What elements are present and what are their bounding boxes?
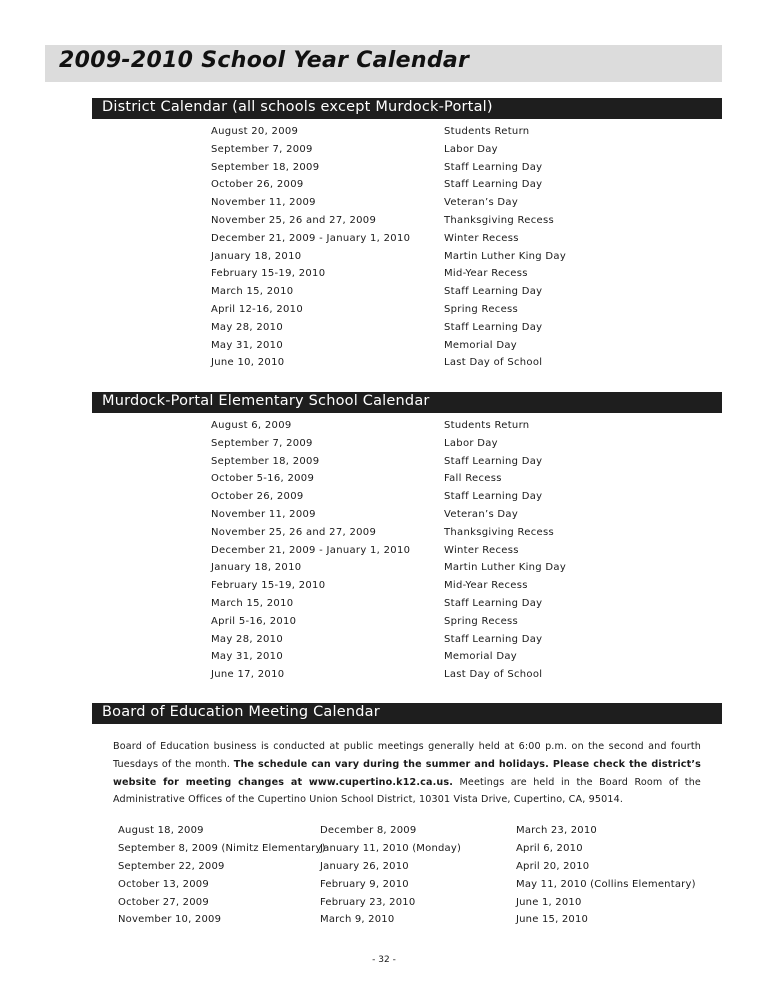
district-calendar-list — [0, 124, 768, 373]
calendar-row — [0, 355, 768, 373]
calendar-row — [0, 249, 768, 267]
calendar-event: Staff Learning Day — [444, 286, 543, 298]
calendar-date: February 15-19, 2010 — [211, 580, 326, 592]
calendar-row — [0, 489, 768, 507]
meeting-date: November 10, 2009 — [118, 914, 222, 926]
meeting-column-1 — [118, 822, 326, 929]
calendar-event: Mid-Year Recess — [444, 580, 528, 592]
calendar-date: March 15, 2010 — [211, 597, 294, 609]
calendar-row — [0, 160, 768, 178]
calendar-event: Last Day of School — [444, 357, 543, 369]
calendar-date: October 26, 2009 — [211, 491, 304, 503]
calendar-row — [0, 614, 768, 632]
calendar-row — [0, 284, 768, 302]
meeting-date: June 15, 2010 — [516, 914, 589, 926]
meeting-date: October 27, 2009 — [118, 896, 209, 908]
meeting-date: October 13, 2009 — [118, 878, 209, 890]
meeting-date: June 1, 2010 — [516, 896, 582, 908]
calendar-event: Thanksgiving Recess — [444, 526, 555, 538]
calendar-row — [0, 471, 768, 489]
murdock-calendar-list — [0, 418, 768, 685]
calendar-date: September 18, 2009 — [211, 161, 320, 173]
calendar-date: October 5-16, 2009 — [211, 473, 315, 485]
calendar-date: June 10, 2010 — [211, 357, 285, 369]
calendar-row — [0, 632, 768, 650]
calendar-event: Labor Day — [444, 143, 498, 155]
calendar-row — [0, 507, 768, 525]
title-bar — [45, 45, 722, 82]
calendar-event: Staff Learning Day — [444, 321, 543, 333]
calendar-event: Students Return — [444, 420, 530, 431]
calendar-event: Martin Luther King Day — [444, 562, 567, 574]
meeting-date: January 26, 2010 — [320, 860, 409, 872]
calendar-date: January 18, 2010 — [211, 562, 302, 574]
meeting-column-3 — [516, 822, 696, 929]
calendar-event: Staff Learning Day — [444, 633, 543, 645]
board-calendar-title: Board of Education Meeting Calendar — [102, 704, 380, 720]
calendar-row — [0, 578, 768, 596]
page-number: - 32 - — [372, 955, 396, 965]
calendar-date: November 25, 26 and 27, 2009 — [211, 214, 377, 226]
calendar-event: Winter Recess — [444, 232, 519, 244]
calendar-event: Memorial Day — [444, 339, 517, 351]
calendar-row — [0, 320, 768, 338]
calendar-event: Spring Recess — [444, 615, 519, 627]
calendar-row — [0, 525, 768, 543]
calendar-event: Veteran’s Day — [444, 197, 519, 209]
calendar-date: April 12-16, 2010 — [211, 303, 303, 315]
calendar-row — [0, 543, 768, 561]
board-calendar-header — [92, 703, 722, 724]
district-calendar-title: District Calendar (all schools except Murdock-Portal) — [102, 99, 493, 115]
calendar-row — [0, 667, 768, 685]
calendar-row — [0, 436, 768, 454]
calendar-event: Last Day of School — [444, 669, 543, 681]
calendar-row — [0, 213, 768, 231]
meeting-date: September 22, 2009 — [118, 860, 225, 872]
meeting-column-2 — [320, 822, 461, 929]
calendar-event: Staff Learning Day — [444, 597, 543, 609]
calendar-row — [0, 596, 768, 614]
calendar-date: August 6, 2009 — [211, 420, 292, 431]
calendar-date: April 5-16, 2010 — [211, 615, 297, 627]
meeting-date: August 18, 2009 — [118, 825, 204, 836]
meeting-date: February 9, 2010 — [320, 878, 409, 890]
calendar-event: Veteran’s Day — [444, 508, 519, 520]
calendar-event: Staff Learning Day — [444, 455, 543, 467]
calendar-date: June 17, 2010 — [211, 669, 285, 681]
calendar-date: November 11, 2009 — [211, 508, 316, 520]
calendar-event: Mid-Year Recess — [444, 268, 528, 280]
calendar-date: November 11, 2009 — [211, 197, 316, 209]
calendar-date: March 15, 2010 — [211, 286, 294, 298]
meeting-date: March 23, 2010 — [516, 825, 597, 836]
meeting-date: February 23, 2010 — [320, 896, 416, 908]
calendar-date: September 7, 2009 — [211, 143, 313, 155]
calendar-date: November 25, 26 and 27, 2009 — [211, 526, 377, 538]
page-title: 2009-2010 School Year Calendar — [59, 48, 470, 73]
calendar-row — [0, 418, 768, 436]
calendar-row — [0, 124, 768, 142]
meeting-date: January 11, 2010 (Monday) — [320, 842, 462, 854]
calendar-date: May 28, 2010 — [211, 633, 283, 645]
calendar-date: May 31, 2010 — [211, 339, 283, 351]
calendar-event: Staff Learning Day — [444, 161, 543, 173]
board-description-end: Meetings are held in the Board Room of the Administrative Offices of the Cupertino Union School District, 10301 Vista Drive, Cupertino, CA, 95014. — [113, 776, 701, 806]
calendar-row — [0, 560, 768, 578]
calendar-date: October 26, 2009 — [211, 179, 304, 191]
calendar-row — [0, 454, 768, 472]
murdock-calendar-header — [92, 392, 722, 413]
meeting-date: December 8, 2009 — [320, 825, 417, 836]
district-calendar-header — [92, 98, 722, 119]
calendar-date: August 20, 2009 — [211, 126, 299, 137]
calendar-event: Memorial Day — [444, 651, 517, 663]
calendar-date: September 7, 2009 — [211, 437, 313, 449]
calendar-row — [0, 231, 768, 249]
calendar-date: September 18, 2009 — [211, 455, 320, 467]
calendar-row — [0, 177, 768, 195]
calendar-event: Spring Recess — [444, 303, 519, 315]
board-description — [113, 738, 701, 809]
calendar-event: Fall Recess — [444, 473, 502, 485]
calendar-date: January 18, 2010 — [211, 250, 302, 262]
meeting-date: September 8, 2009 (Nimitz Elementary) — [118, 842, 326, 854]
calendar-date: February 15-19, 2010 — [211, 268, 326, 280]
calendar-event: Winter Recess — [444, 544, 519, 556]
meeting-date: April 20, 2010 — [516, 860, 590, 872]
meeting-date: March 9, 2010 — [320, 914, 395, 926]
meeting-date: April 6, 2010 — [516, 842, 583, 854]
calendar-event: Staff Learning Day — [444, 179, 543, 191]
board-description-bold: The schedule can vary during the summer and holidays. Please check the district’s website for meeting changes at www.cupertino.k12.ca.us. — [113, 758, 702, 788]
board-description-start: Board of Education business is conducted at public meetings generally held at 6:00 p.m. on the second and fourth Tuesdays of the month. — [113, 741, 701, 770]
calendar-event: Thanksgiving Recess — [444, 214, 555, 226]
murdock-calendar-title: Murdock-Portal Elementary School Calendar — [102, 393, 430, 409]
calendar-event: Labor Day — [444, 437, 498, 449]
calendar-row — [0, 302, 768, 320]
calendar-row — [0, 649, 768, 667]
calendar-row — [0, 338, 768, 356]
calendar-event: Staff Learning Day — [444, 491, 543, 503]
calendar-date: May 31, 2010 — [211, 651, 283, 663]
calendar-event: Martin Luther King Day — [444, 250, 567, 262]
calendar-row — [0, 142, 768, 160]
calendar-date: December 21, 2009 - January 1, 2010 — [211, 232, 411, 244]
calendar-date: May 28, 2010 — [211, 321, 283, 333]
calendar-date: December 21, 2009 - January 1, 2010 — [211, 544, 411, 556]
calendar-row — [0, 266, 768, 284]
calendar-event: Students Return — [444, 126, 530, 137]
meeting-date: May 11, 2010 (Collins Elementary) — [516, 878, 696, 890]
calendar-row — [0, 195, 768, 213]
